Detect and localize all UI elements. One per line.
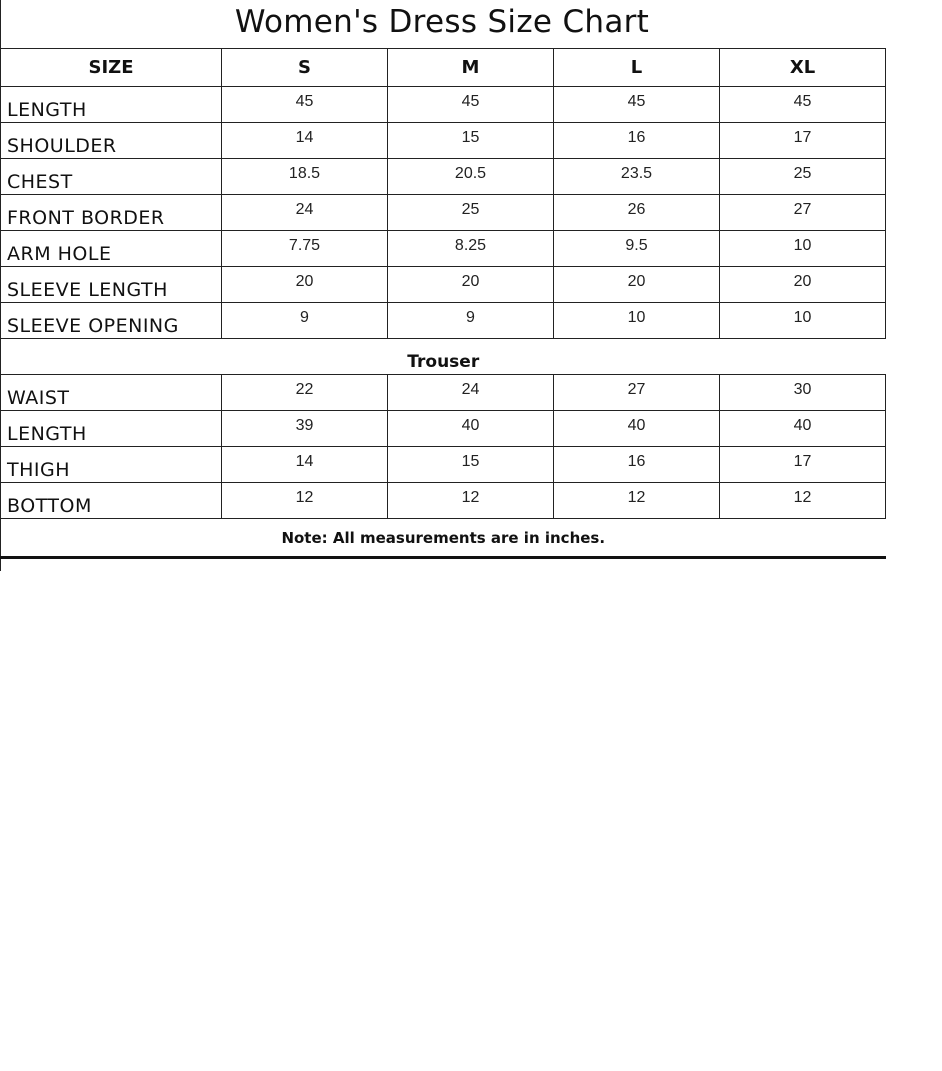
row-label: SLEEVE LENGTH: [1, 267, 222, 303]
measurement-cell: 22: [222, 375, 388, 411]
header-size-xl: XL: [720, 49, 886, 87]
measurement-cell: 17: [720, 123, 886, 159]
measurement-cell: 45: [720, 87, 886, 123]
header-size-l: L: [554, 49, 720, 87]
measurement-cell: 16: [554, 447, 720, 483]
measurement-cell: 20: [388, 267, 554, 303]
table-header-row: [1, 49, 886, 87]
measurement-cell: 16: [554, 123, 720, 159]
measurement-cell: 45: [222, 87, 388, 123]
row-label: LENGTH: [1, 87, 222, 123]
header-size-m: M: [388, 49, 554, 87]
measurement-cell: 20: [720, 267, 886, 303]
row-label: CHEST: [1, 159, 222, 195]
measurement-cell: 9: [222, 303, 388, 339]
trouser-table-row: [1, 483, 886, 519]
size-chart-body: [1, 49, 886, 558]
measurement-cell: 17: [720, 447, 886, 483]
measurement-cell: 20: [554, 267, 720, 303]
measurement-cell: 12: [554, 483, 720, 519]
dress-table-row: [1, 231, 886, 267]
row-label: ARM HOLE: [1, 231, 222, 267]
measurement-cell: 18.5: [222, 159, 388, 195]
trouser-section-row: [1, 339, 886, 375]
measurement-cell: 10: [554, 303, 720, 339]
row-label: LENGTH: [1, 411, 222, 447]
trouser-section-title: Trouser: [1, 339, 886, 375]
measurement-cell: 39: [222, 411, 388, 447]
size-chart-table: [0, 48, 886, 559]
measurement-cell: 26: [554, 195, 720, 231]
measurement-cell: 45: [554, 87, 720, 123]
measurement-cell: 27: [554, 375, 720, 411]
dress-table-row: [1, 159, 886, 195]
measurement-cell: 27: [720, 195, 886, 231]
trouser-table-row: [1, 375, 886, 411]
measurement-cell: 15: [388, 447, 554, 483]
measurement-cell: 10: [720, 303, 886, 339]
measurement-cell: 25: [388, 195, 554, 231]
chart-title: Women's Dress Size Chart: [234, 4, 650, 40]
measurement-cell: 20.5: [388, 159, 554, 195]
measurement-cell: 8.25: [388, 231, 554, 267]
header-size-label: SIZE: [1, 49, 222, 87]
measurement-cell: 40: [720, 411, 886, 447]
row-label: SHOULDER: [1, 123, 222, 159]
measurement-cell: 40: [554, 411, 720, 447]
row-label: WAIST: [1, 375, 222, 411]
measurement-cell: 12: [720, 483, 886, 519]
measurement-cell: 14: [222, 123, 388, 159]
measurement-cell: 14: [222, 447, 388, 483]
measurement-cell: 12: [222, 483, 388, 519]
dress-table-row: [1, 195, 886, 231]
header-size-s: S: [222, 49, 388, 87]
measurement-cell: 24: [222, 195, 388, 231]
dress-table-row: [1, 87, 886, 123]
measurement-cell: 30: [720, 375, 886, 411]
measurement-cell: 45: [388, 87, 554, 123]
row-label: BOTTOM: [1, 483, 222, 519]
measurement-cell: 25: [720, 159, 886, 195]
measurement-cell: 20: [222, 267, 388, 303]
measurement-cell: 7.75: [222, 231, 388, 267]
measurement-cell: 23.5: [554, 159, 720, 195]
dress-table-row: [1, 123, 886, 159]
dress-table-row: [1, 267, 886, 303]
trouser-table-row: [1, 447, 886, 483]
measurement-cell: 12: [388, 483, 554, 519]
note-row: [1, 519, 886, 558]
measurement-note: Note: All measurements are in inches.: [1, 519, 886, 558]
trouser-table-row: [1, 411, 886, 447]
measurement-cell: 9.5: [554, 231, 720, 267]
measurement-cell: 24: [388, 375, 554, 411]
row-label: THIGH: [1, 447, 222, 483]
measurement-cell: 10: [720, 231, 886, 267]
dress-table-row: [1, 303, 886, 339]
row-label: SLEEVE OPENING: [1, 303, 222, 339]
measurement-cell: 9: [388, 303, 554, 339]
row-label: FRONT BORDER: [1, 195, 222, 231]
measurement-cell: 15: [388, 123, 554, 159]
measurement-cell: 40: [388, 411, 554, 447]
